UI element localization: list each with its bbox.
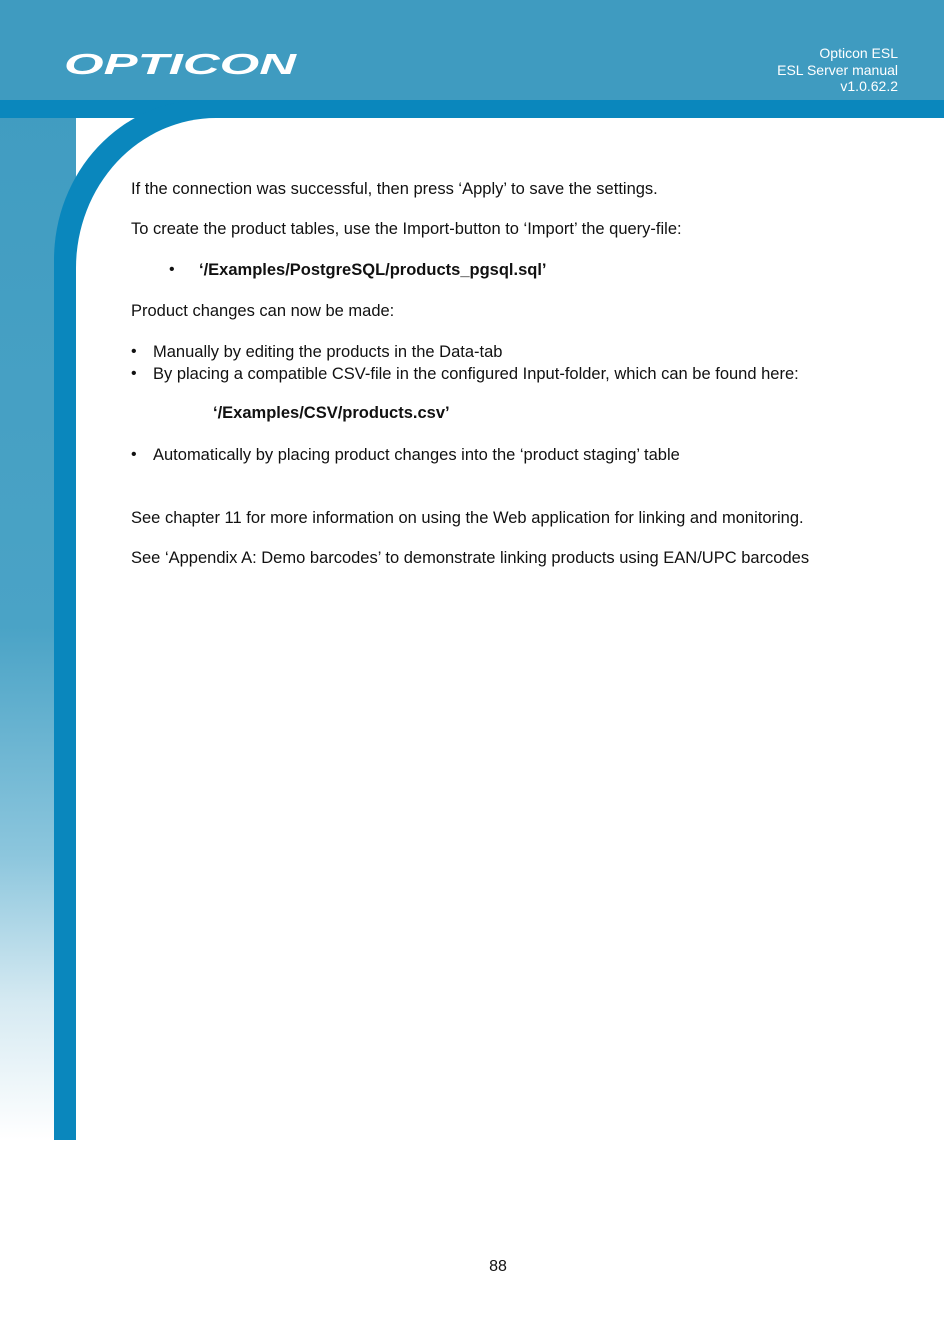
list-item [131,363,799,385]
svg-text:OPTICON: OPTICON [64,50,298,78]
list-item [131,444,680,466]
product-change-methods-list-continued [131,444,680,466]
query-file-list-item [169,259,547,281]
paragraph-import-query: To create the product tables, use the Import-button to ‘Import’ the query-file: [131,220,682,238]
bullet-icon: • [169,261,175,278]
page-number: 88 [489,1258,507,1275]
csv-file-path: ‘/Examples/CSV/products.csv’ [213,404,450,422]
product-change-methods-list [131,341,799,385]
header-version: v1.0.62.2 [840,78,898,94]
query-file-path: ‘/Examples/PostgreSQL/products_pgsql.sql’ [199,261,547,279]
list-item [131,341,799,363]
bullet-icon: • [131,343,137,360]
paragraph-product-changes: Product changes can now be made: [131,302,395,320]
document-body [131,178,891,567]
paragraph-see-appendix: See ‘Appendix A: Demo barcodes’ to demonstrate linking products using EAN/UPC barcodes [131,549,810,567]
bullet-icon: • [131,365,137,382]
list-item-text: Manually by editing the products in the Data-tab [153,343,503,361]
list-item-text: By placing a compatible CSV-file in the configured Input-folder, which can be found here: [153,365,799,383]
paragraph-see-chapter: See chapter 11 for more information on using the Web application for linking and monitoring. [131,509,804,527]
header-document-info [777,45,898,95]
list-item-text: Automatically by placing product changes into the ‘product staging’ table [153,446,680,464]
header-product: Opticon ESL [819,45,898,61]
header-manual-title: ESL Server manual [777,61,898,78]
paragraph-apply-settings: If the connection was successful, then press ‘Apply’ to save the settings. [131,180,658,198]
opticon-logo [64,50,298,78]
bullet-icon: • [131,446,137,463]
